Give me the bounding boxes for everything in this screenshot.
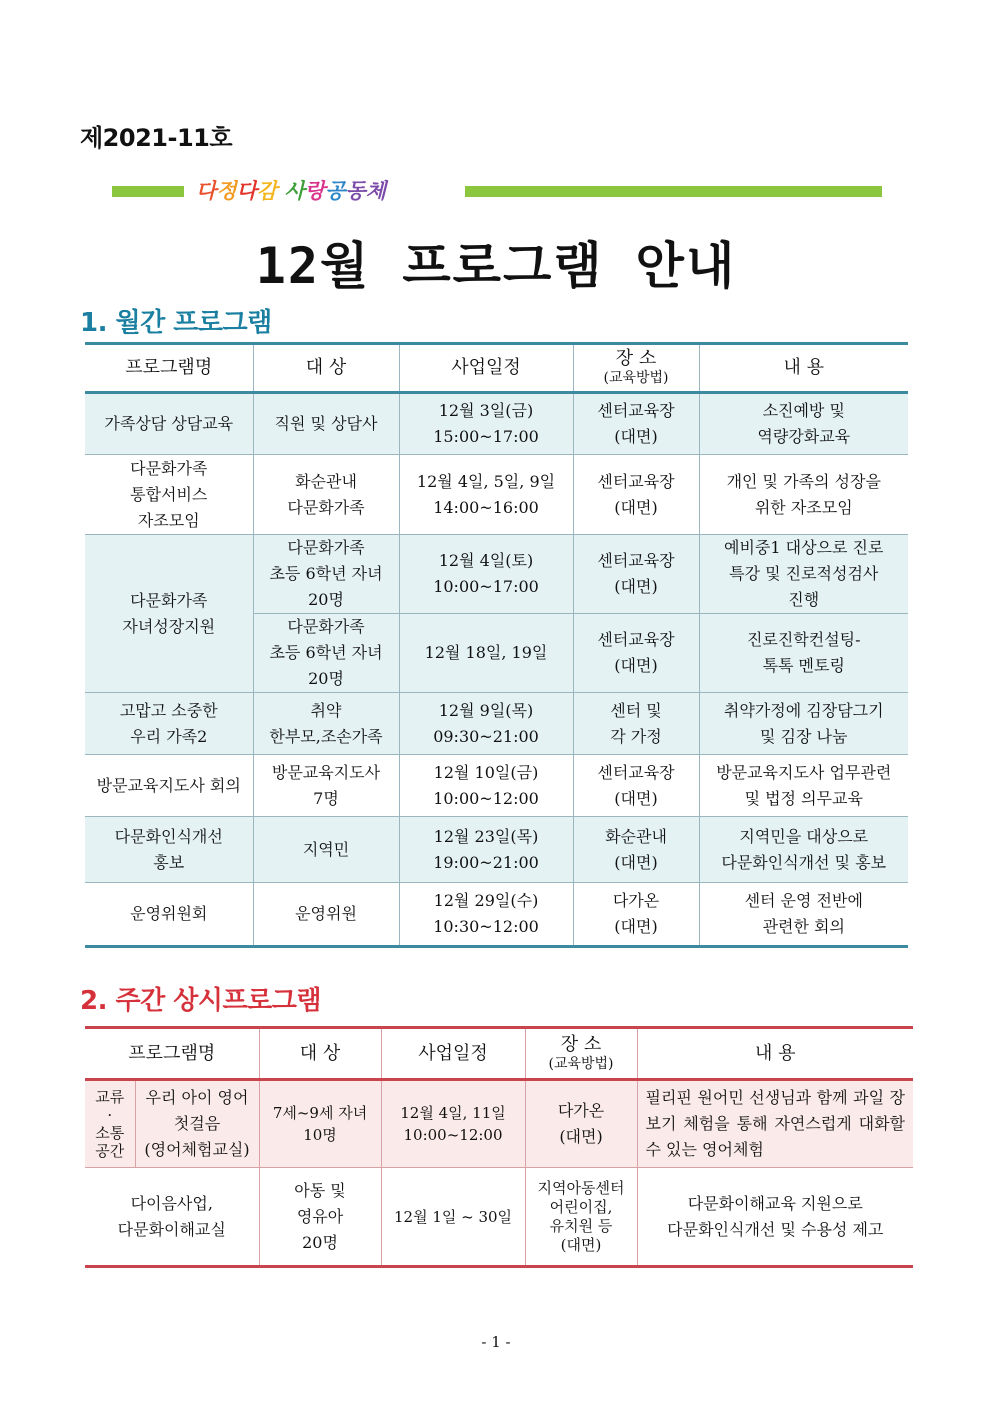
page-title: 12월 프로그램 안내 [255, 237, 737, 295]
cell-line: 다가온 [612, 891, 660, 910]
cell-line: 관련한 회의 [762, 917, 845, 936]
cell-target [253, 393, 399, 455]
cell-line: 지역아동센터 [537, 1178, 625, 1197]
table-row [85, 1168, 913, 1267]
cell-line: 12월 4일, 5일, 9일 [416, 471, 556, 491]
cell-schedule [399, 817, 573, 883]
cell-program-name [85, 693, 253, 755]
cell-line: 12월 9일(목) [438, 700, 534, 720]
cell-line: 7명 [313, 788, 339, 808]
cell-content [699, 535, 908, 614]
table-row [85, 455, 908, 535]
cell-line: 다이음사업, [130, 1193, 213, 1213]
cell-content [699, 455, 908, 535]
cell-line: 소진예방 및 [762, 401, 845, 420]
cell-line: 10:00~12:00 [403, 1126, 503, 1144]
cell-content [637, 1168, 913, 1267]
cell-content [699, 693, 908, 755]
cell-line: 12월 29일(수) [433, 891, 539, 910]
cell-line: 초등 6학년 자녀 [269, 643, 383, 662]
cell-schedule [399, 393, 573, 455]
cell-line: (대면) [614, 656, 658, 675]
cell-line: 특강 및 진로적성검사 [729, 564, 879, 583]
cell-target [259, 1168, 381, 1267]
cell-line: 개인 및 가족의 성장을 [726, 471, 881, 491]
cell-place [573, 393, 699, 455]
banner-bar-left [112, 186, 184, 197]
cell-line: 지역민 [302, 839, 350, 859]
table-row [85, 393, 908, 455]
cell-line: 20명 [308, 669, 344, 688]
cell-line: 10명 [303, 1126, 337, 1144]
cell-program-name [85, 755, 253, 817]
cell-line: 방문교육지도사 업무관련 [716, 762, 892, 782]
slogan-text [196, 175, 386, 205]
header-program-name: 프로그램명 [85, 1028, 259, 1080]
cell-schedule [399, 693, 573, 755]
cell-content [699, 817, 908, 883]
header-place [573, 344, 699, 393]
cell-line: 취약가정에 김장담그기 [723, 700, 884, 720]
cell-line: 다문화가족 [287, 538, 365, 557]
cell-line: 교류 [95, 1088, 125, 1106]
cell-place [525, 1168, 637, 1267]
table-row [85, 755, 908, 817]
header-target: 대 상 [253, 344, 399, 393]
cell-line: 초등 6학년 자녀 [269, 564, 383, 583]
slogan-char: 체 [365, 179, 386, 203]
cell-content: 필리핀 원어민 선생님과 함께 과일 장보기 체험을 통해 자연스럽게 대화할 수 있는 영어체험 [637, 1080, 913, 1168]
slogan-banner [112, 178, 882, 204]
cell-line: 홍보 [153, 852, 185, 872]
header-place-sub: (교육방법) [603, 370, 669, 386]
cell-line: 운영위원 [295, 904, 357, 923]
cell-line: 12월 4일(토) [438, 551, 534, 570]
cell-schedule [399, 614, 573, 693]
cell-target [253, 755, 399, 817]
cell-line: 다문화인식개선 [114, 826, 223, 846]
cell-line: (대면) [614, 427, 658, 446]
monthly-program-table [85, 342, 908, 948]
cell-target [253, 535, 399, 614]
cell-line: 다문화가족 [287, 497, 365, 517]
cell-line: 각 가정 [610, 726, 662, 746]
cell-line: (대면) [559, 1127, 603, 1146]
cell-line: (대면) [614, 577, 658, 596]
cell-place [525, 1080, 637, 1168]
cell-line: 센터교육장 [597, 551, 675, 570]
issue-number: 제2021-11호 [80, 124, 233, 152]
cell-line: 운영위원회 [130, 904, 208, 923]
cell-line: 다문화가족 [287, 617, 365, 636]
cell-line: 12월 18일, 19일 [424, 643, 548, 662]
cell-line: 방문교육지도사 [271, 762, 381, 782]
cell-line: 다가온 [557, 1101, 605, 1120]
slogan-char: 사 [284, 179, 305, 203]
cell-place [573, 883, 699, 947]
cell-line: 영유아 [296, 1206, 344, 1226]
slogan-char [277, 179, 284, 203]
cell-content [699, 614, 908, 693]
cell-line: 센터 운영 전반에 [744, 891, 863, 910]
header-content: 내 용 [637, 1028, 913, 1080]
cell-program-name [85, 883, 253, 947]
slogan-char: 랑 [304, 179, 326, 203]
cell-line: 진행 [788, 590, 820, 609]
cell-program-name [135, 1080, 259, 1168]
cell-line: 12월 10일(금) [433, 762, 539, 782]
header-place-label: 장 소 [615, 348, 657, 369]
cell-line: 위한 자조모임 [754, 497, 853, 517]
table-row [85, 1080, 913, 1168]
cell-line: 20명 [302, 1232, 338, 1252]
cell-schedule [399, 883, 573, 947]
cell-line: 한부모,조손가족 [269, 726, 383, 746]
cell-line: 12월 23일(목) [433, 826, 539, 846]
cell-line: 센터 및 [610, 700, 662, 720]
cell-target [253, 817, 399, 883]
cell-line: 19:00~21:00 [433, 852, 539, 872]
cell-program-name [85, 455, 253, 535]
cell-line: 고맙고 소중한 [119, 700, 218, 720]
cell-line: 09:30~21:00 [433, 726, 539, 746]
cell-line: (대면) [614, 852, 658, 872]
cell-line: 공간 [95, 1142, 125, 1160]
cell-place [573, 614, 699, 693]
cell-target [253, 455, 399, 535]
header-place-sub: (교육방법) [548, 1055, 614, 1072]
cell-line: · [107, 1106, 113, 1124]
slogan-char: 정 [216, 179, 237, 203]
slogan-char: 감 [256, 179, 278, 203]
header-place-label: 장 소 [560, 1033, 602, 1055]
cell-line: 10:00~17:00 [433, 577, 539, 596]
cell-place [573, 755, 699, 817]
cell-target [253, 883, 399, 947]
cell-line: 역량강화교육 [757, 427, 851, 446]
cell-content [699, 393, 908, 455]
cell-program-name [85, 393, 253, 455]
cell-program-name [85, 817, 253, 883]
cell-line: (대면) [614, 917, 658, 936]
cell-line: 10:00~12:00 [433, 788, 539, 808]
cell-line: 12월 3일(금) [438, 401, 534, 420]
cell-program-name [85, 535, 253, 693]
cell-line: 다문화이해교실 [117, 1219, 226, 1239]
weekly-program-table [85, 1026, 913, 1268]
slogan-char: 공 [325, 179, 346, 203]
cell-line: 우리 아이 영어 [145, 1088, 249, 1107]
cell-line: 20명 [308, 590, 344, 609]
cell-line: 다문화가족 [130, 458, 208, 478]
cell-place [573, 535, 699, 614]
cell-line: 아동 및 [294, 1180, 346, 1200]
cell-place [573, 693, 699, 755]
cell-schedule [399, 755, 573, 817]
cell-line: (대면) [560, 1235, 602, 1254]
cell-line: 15:00~17:00 [433, 427, 539, 446]
cell-place [573, 455, 699, 535]
cell-line: 우리 가족2 [130, 726, 208, 746]
cell-line: 다문화가족 [130, 590, 208, 610]
cell-line: 통합서비스 [130, 484, 208, 504]
cell-line: 지역민을 대상으로 [739, 826, 869, 846]
header-content: 내 용 [699, 344, 908, 393]
cell-line: 취약 [310, 700, 342, 720]
cell-schedule [399, 535, 573, 614]
header-place [525, 1028, 637, 1080]
cell-line: 센터교육장 [597, 762, 675, 782]
table-row [85, 817, 908, 883]
cell-line: 톡톡 멘토링 [762, 656, 845, 675]
table-row [85, 883, 908, 947]
cell-line: 화순관내 [295, 471, 357, 491]
cell-line: 진로진학컨설팅- [746, 630, 861, 649]
cell-line: 소통 [95, 1124, 125, 1142]
cell-place [573, 817, 699, 883]
cell-line: 14:00~16:00 [433, 497, 539, 517]
cell-line: 센터교육장 [597, 630, 675, 649]
cell-schedule [381, 1080, 525, 1168]
cell-line: 첫걸음 [173, 1114, 221, 1133]
cell-line: 12월 1일 ~ 30일 [393, 1207, 513, 1226]
page-number: - 1 - [481, 1333, 511, 1351]
cell-schedule [399, 455, 573, 535]
cell-line: 어린이집, [549, 1197, 613, 1216]
cell-line: 및 법정 의무교육 [744, 788, 863, 808]
cell-line: 직원 및 상담사 [274, 414, 378, 433]
cell-line: 다문화이해교육 지원으로 [687, 1193, 863, 1213]
cell-line: 12월 4일, 11일 [400, 1104, 506, 1122]
cell-content [699, 755, 908, 817]
slogan-char: 동 [345, 179, 366, 203]
cell-program-name [85, 1168, 259, 1267]
header-schedule: 사업일정 [381, 1028, 525, 1080]
cell-line: 방문교육지도사 회의 [96, 775, 241, 795]
table-header-row [85, 1028, 913, 1080]
cell-line: 10:30~12:00 [433, 917, 539, 936]
cell-line: 자녀성장지원 [122, 616, 216, 636]
cell-line: 센터교육장 [597, 471, 675, 491]
table-row [85, 693, 908, 755]
cell-content [699, 883, 908, 947]
cell-line: 다문화인식개선 및 수용성 제고 [667, 1219, 884, 1239]
cell-line: (대면) [614, 788, 658, 808]
section2-title: 2. 주간 상시프로그램 [80, 986, 321, 1016]
cell-line: 유치원 등 [549, 1216, 613, 1235]
cell-line: 센터교육장 [597, 401, 675, 420]
header-schedule: 사업일정 [399, 344, 573, 393]
cell-schedule [381, 1168, 525, 1267]
cell-target [253, 693, 399, 755]
cell-target [259, 1080, 381, 1168]
cell-target [253, 614, 399, 693]
cell-line: 7세~9세 자녀 [272, 1104, 368, 1122]
table-row [85, 535, 908, 614]
cell-line: 예비중1 대상으로 진로 [724, 538, 884, 557]
slogan-char: 다 [236, 179, 257, 203]
cell-line: (대면) [614, 497, 658, 517]
banner-bar-right [465, 186, 882, 197]
header-target: 대 상 [259, 1028, 381, 1080]
cell-line: 다문화인식개선 및 홍보 [721, 852, 887, 872]
header-program-name: 프로그램명 [85, 344, 253, 393]
cell-category [85, 1080, 135, 1168]
cell-line: 가족상담 상담교육 [104, 414, 234, 433]
section1-title: 1. 월간 프로그램 [80, 308, 272, 338]
cell-line: 화순관내 [605, 826, 667, 846]
cell-line: (영어체험교실) [144, 1140, 250, 1159]
cell-line: 자조모임 [137, 510, 200, 530]
slogan-char: 다 [196, 179, 217, 203]
table-header-row [85, 344, 908, 393]
cell-line: 및 김장 나눔 [760, 726, 848, 746]
